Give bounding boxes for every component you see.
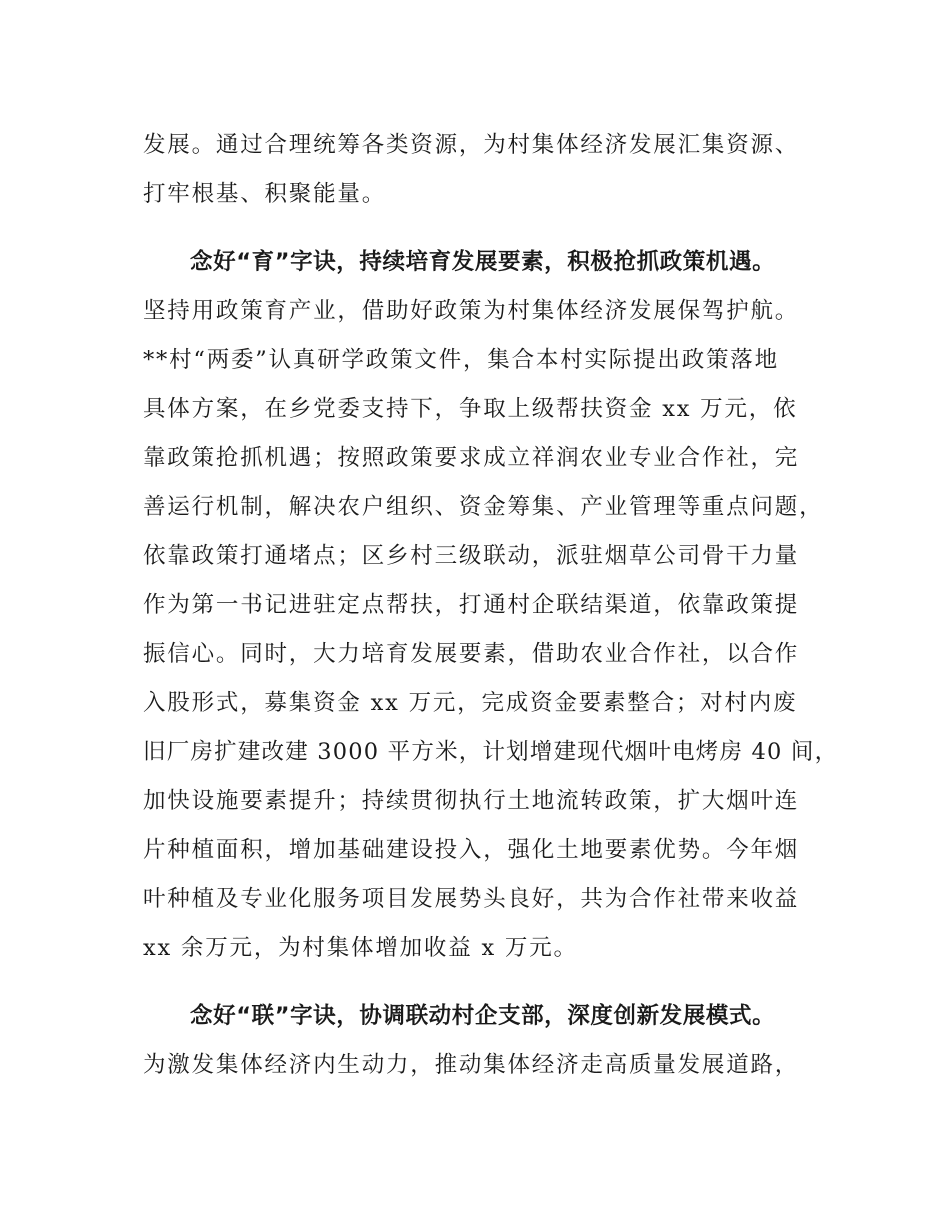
paragraph-line: 善运行机制，解决农户组织、资金筹集、产业管理等重点问题， bbox=[143, 494, 824, 520]
paragraph-line: 入股形式，募集资金 xx 万元，完成资金要素整合；对村内废 bbox=[143, 690, 798, 716]
paragraph-line: 坚持用政策育产业，借助好政策为村集体经济发展保驾护航。 bbox=[143, 298, 800, 324]
paragraph-line: 靠政策抢抓机遇；按照政策要求成立祥润农业专业合作社，完 bbox=[143, 445, 800, 471]
paragraph-line: 旧厂房扩建改建 3000 平方米，计划增建现代烟叶电烤房 40 间， bbox=[143, 739, 839, 765]
paragraph-line: 加快设施要素提升；持续贯彻执行土地流转政策，扩大烟叶连 bbox=[143, 788, 800, 814]
paragraph-line: 叶种植及专业化服务项目发展势头良好，共为合作社带来收益 bbox=[143, 886, 800, 912]
section-heading: 念好“联”字诀，协调联动村企支部，深度创新发展模式。 bbox=[190, 1003, 776, 1029]
paragraph-line: 为激发集体经济内生动力，推动集体经济走高质量发展道路， bbox=[143, 1052, 800, 1078]
paragraph-line: 片种植面积，增加基础建设投入，强化土地要素优势。今年烟 bbox=[143, 837, 800, 863]
paragraph-line: xx 余万元，为村集体增加收益 x 万元。 bbox=[143, 935, 578, 961]
paragraph-line: 具体方案，在乡党委支持下，争取上级帮扶资金 xx 万元，依 bbox=[143, 396, 798, 422]
paragraph-line: **村“两委”认真研学政策文件，集合本村实际提出政策落地 bbox=[143, 347, 779, 373]
paragraph-line: 作为第一书记进驻定点帮扶，打通村企联结渠道，依靠政策提 bbox=[143, 592, 800, 618]
paragraph-line: 发展。通过合理统筹各类资源，为村集体经济发展汇集资源、 bbox=[143, 132, 800, 158]
paragraph-line: 打牢根基、积聚能量。 bbox=[143, 181, 387, 207]
section-heading: 念好“育”字诀，持续培育发展要素，积极抢抓政策机遇。 bbox=[190, 249, 776, 275]
paragraph-line: 振信心。同时，大力培育发展要素，借助农业合作社，以合作 bbox=[143, 641, 800, 667]
paragraph-line: 依靠政策打通堵点；区乡村三级联动，派驻烟草公司骨干力量 bbox=[143, 543, 800, 569]
